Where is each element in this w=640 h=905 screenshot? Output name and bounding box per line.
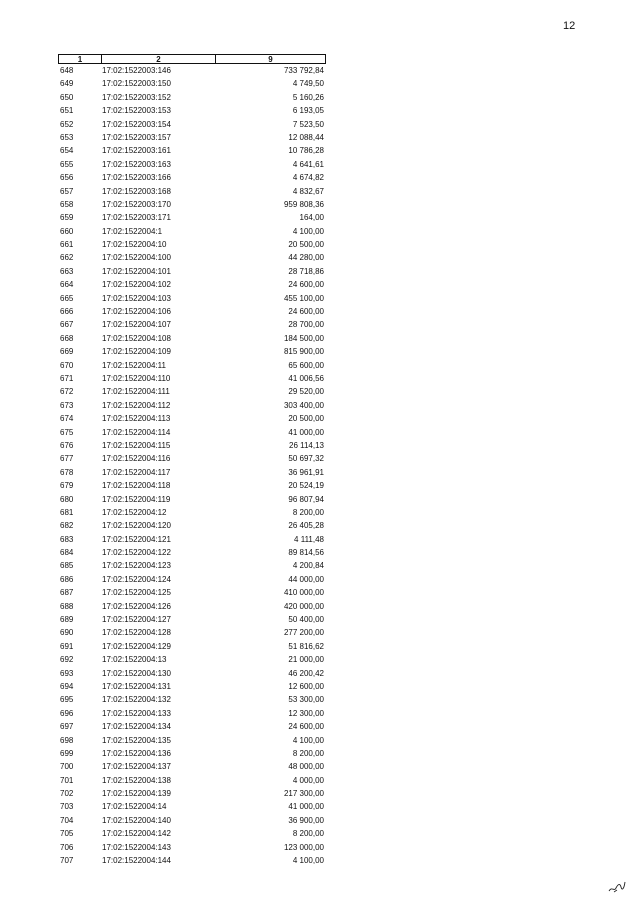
amount: 21 000,00 [288, 655, 324, 665]
row-number: 707 [60, 856, 74, 866]
amount: 4 100,00 [292, 226, 324, 236]
table-row [58, 265, 326, 278]
amount: 48 000,00 [288, 762, 324, 772]
row-number: 664 [60, 280, 74, 290]
amount: 96 807,94 [288, 494, 324, 504]
row-number: 696 [60, 708, 74, 718]
row-number: 654 [60, 146, 74, 156]
amount: 28 718,86 [288, 266, 324, 276]
row-number: 688 [60, 601, 74, 611]
table-row [58, 399, 326, 412]
row-number: 672 [60, 387, 74, 397]
row-number: 704 [60, 815, 74, 825]
row-number: 697 [60, 722, 74, 732]
cadastral-number: 17:02:1522003:154 [102, 119, 171, 129]
table-row [58, 292, 326, 305]
table-row [58, 800, 326, 813]
cadastral-number: 17:02:1522004:140 [102, 815, 171, 825]
amount: 12 088,44 [288, 132, 324, 142]
table-row [58, 77, 326, 90]
cadastral-number: 17:02:1522004:118 [102, 481, 171, 491]
amount: 26 114,13 [289, 440, 324, 450]
table-row [58, 144, 326, 157]
cadastral-number: 17:02:1522004:110 [102, 373, 171, 383]
amount: 4 832,67 [292, 186, 324, 196]
amount: 24 600,00 [288, 280, 324, 290]
row-number: 666 [60, 307, 74, 317]
table-row [58, 613, 326, 626]
amount: 36 961,91 [288, 467, 324, 477]
table-row [58, 519, 326, 532]
row-number: 691 [60, 641, 74, 651]
amount: 24 600,00 [288, 307, 324, 317]
row-number: 650 [60, 92, 74, 102]
cadastral-number: 17:02:1522004:126 [102, 601, 171, 611]
amount: 410 000,00 [283, 588, 324, 598]
row-number: 661 [60, 240, 74, 250]
table-row [58, 385, 326, 398]
amount: 41 000,00 [288, 802, 324, 812]
amount: 41 000,00 [288, 427, 324, 437]
row-number: 683 [60, 534, 74, 544]
table-row [58, 211, 326, 224]
table-row [58, 734, 326, 747]
table-row [58, 774, 326, 787]
cadastral-number: 17:02:1522003:153 [102, 106, 171, 116]
table-row [58, 653, 326, 666]
table-header [58, 54, 326, 64]
row-number: 680 [60, 494, 74, 504]
amount: 89 814,56 [288, 548, 324, 558]
cadastral-number: 17:02:1522004:103 [102, 293, 171, 303]
amount: 24 600,00 [288, 722, 324, 732]
row-number: 678 [60, 467, 74, 477]
table-row [58, 251, 326, 264]
table-row [58, 479, 326, 492]
row-number: 677 [60, 454, 74, 464]
table-row [58, 426, 326, 439]
row-number: 669 [60, 347, 74, 357]
row-number: 689 [60, 615, 74, 625]
cadastral-number: 17:02:1522003:150 [102, 79, 171, 89]
cadastral-number: 17:02:1522003:170 [102, 199, 171, 209]
amount: 44 000,00 [288, 574, 324, 584]
row-number: 665 [60, 293, 74, 303]
cadastral-number: 17:02:1522004:102 [102, 280, 171, 290]
row-number: 703 [60, 802, 74, 812]
table-row [58, 506, 326, 519]
amount: 303 400,00 [283, 400, 324, 410]
cadastral-number: 17:02:1522004:131 [102, 681, 171, 691]
row-number: 676 [60, 440, 74, 450]
amount: 53 300,00 [288, 695, 324, 705]
cadastral-number: 17:02:1522003:163 [102, 159, 171, 169]
table-row [58, 680, 326, 693]
row-number: 701 [60, 775, 74, 785]
amount: 20 524,19 [288, 481, 324, 491]
row-number: 705 [60, 829, 74, 839]
amount: 420 000,00 [283, 601, 324, 611]
table-row [58, 546, 326, 559]
row-number: 652 [60, 119, 74, 129]
amount: 4 749,50 [292, 79, 324, 89]
cadastral-number: 17:02:1522004:12 [102, 507, 167, 517]
amount: 733 792,84 [283, 66, 324, 75]
table-row [58, 452, 326, 465]
row-number: 686 [60, 574, 74, 584]
table-row [58, 747, 326, 760]
cadastral-number: 17:02:1522003:171 [102, 213, 171, 223]
row-number: 656 [60, 173, 74, 183]
amount: 46 200,42 [288, 668, 324, 678]
amount: 4 674,82 [292, 173, 324, 183]
row-number: 702 [60, 789, 74, 799]
cadastral-number: 17:02:1522004:119 [102, 494, 171, 504]
header-col-2: 2 [102, 55, 216, 63]
row-number: 651 [60, 106, 74, 116]
row-number: 649 [60, 79, 74, 89]
amount: 8 200,00 [292, 507, 324, 517]
amount: 6 193,05 [292, 106, 324, 116]
cadastral-number: 17:02:1522004:144 [102, 856, 171, 866]
cadastral-number: 17:02:1522004:113 [102, 414, 171, 424]
cadastral-number: 17:02:1522004:117 [102, 467, 171, 477]
table-row [58, 118, 326, 131]
cadastral-number: 17:02:1522004:14 [102, 802, 167, 812]
row-number: 667 [60, 320, 74, 330]
cadastral-number: 17:02:1522004:137 [102, 762, 171, 772]
table-row [58, 332, 326, 345]
amount: 4 200,84 [292, 561, 324, 571]
table-row [58, 104, 326, 117]
cadastral-number: 17:02:1522003:166 [102, 173, 171, 183]
amount: 7 523,50 [292, 119, 324, 129]
table-row [58, 64, 326, 77]
cadastral-number: 17:02:1522004:121 [102, 534, 171, 544]
table-row [58, 412, 326, 425]
cadastral-number: 17:02:1522004:11 [102, 360, 166, 370]
row-number: 668 [60, 333, 74, 343]
row-number: 698 [60, 735, 74, 745]
amount: 12 300,00 [288, 708, 324, 718]
amount: 123 000,00 [283, 842, 324, 852]
row-number: 662 [60, 253, 74, 263]
cadastral-number: 17:02:1522004:107 [102, 320, 171, 330]
amount: 29 520,00 [288, 387, 324, 397]
cadastral-number: 17:02:1522003:152 [102, 92, 171, 102]
table-row [58, 466, 326, 479]
table-row [58, 372, 326, 385]
amount: 41 006,56 [288, 373, 324, 383]
amount: 4 100,00 [292, 735, 324, 745]
row-number: 675 [60, 427, 74, 437]
amount: 50 400,00 [288, 615, 324, 625]
cadastral-number: 17:02:1522004:108 [102, 333, 171, 343]
cadastral-number: 17:02:1522003:157 [102, 132, 171, 142]
table-row [58, 827, 326, 840]
table-row [58, 359, 326, 372]
amount: 4 100,00 [292, 856, 324, 866]
page-number: 12 [563, 20, 576, 32]
table-row [58, 586, 326, 599]
row-number: 671 [60, 373, 74, 383]
handwritten-signature [608, 880, 626, 894]
row-number: 663 [60, 266, 74, 276]
cadastral-number: 17:02:1522004:128 [102, 628, 171, 638]
cadastral-number: 17:02:1522004:109 [102, 347, 171, 357]
row-number: 681 [60, 507, 74, 517]
amount: 8 200,00 [292, 748, 324, 758]
amount: 277 200,00 [283, 628, 324, 638]
cadastral-number: 17:02:1522004:100 [102, 253, 171, 263]
table-row [58, 600, 326, 613]
amount: 5 160,26 [292, 92, 324, 102]
cadastral-table [58, 54, 326, 867]
header-col-1: 1 [59, 55, 102, 63]
row-number: 687 [60, 588, 74, 598]
row-number: 682 [60, 521, 74, 531]
table-row [58, 693, 326, 706]
table-row [58, 158, 326, 171]
table-row [58, 841, 326, 854]
amount: 28 700,00 [288, 320, 324, 330]
row-number: 693 [60, 668, 74, 678]
amount: 44 280,00 [288, 253, 324, 263]
table-row [58, 760, 326, 773]
cadastral-number: 17:02:1522004:123 [102, 561, 171, 571]
row-number: 699 [60, 748, 74, 758]
cadastral-number: 17:02:1522004:124 [102, 574, 171, 584]
amount: 10 786,28 [288, 146, 324, 156]
table-row [58, 278, 326, 291]
table-row [58, 533, 326, 546]
row-number: 660 [60, 226, 74, 236]
header-col-9: 9 [268, 55, 273, 64]
row-number: 692 [60, 655, 74, 665]
cadastral-number: 17:02:1522004:116 [102, 454, 171, 464]
cadastral-number: 17:02:1522004:143 [102, 842, 171, 852]
table-row [58, 667, 326, 680]
cadastral-number: 17:02:1522004:136 [102, 748, 171, 758]
amount: 36 900,00 [288, 815, 324, 825]
row-number: 694 [60, 681, 74, 691]
table-row [58, 238, 326, 251]
row-number: 674 [60, 414, 74, 424]
cadastral-number: 17:02:1522004:115 [102, 440, 171, 450]
cadastral-number: 17:02:1522004:132 [102, 695, 171, 705]
table-row [58, 640, 326, 653]
amount: 217 300,00 [283, 789, 324, 799]
table-row [58, 573, 326, 586]
row-number: 653 [60, 132, 74, 142]
table-row [58, 225, 326, 238]
row-number: 658 [60, 199, 74, 209]
cadastral-number: 17:02:1522004:135 [102, 735, 171, 745]
cadastral-number: 17:02:1522004:112 [102, 400, 171, 410]
cadastral-number: 17:02:1522004:134 [102, 722, 171, 732]
cadastral-number: 17:02:1522004:138 [102, 775, 171, 785]
table-row [58, 854, 326, 867]
row-number: 679 [60, 481, 74, 491]
amount: 26 405,28 [288, 521, 324, 531]
table-row [58, 185, 326, 198]
row-number: 670 [60, 360, 74, 370]
table-row [58, 198, 326, 211]
cadastral-number: 17:02:1522004:130 [102, 668, 171, 678]
row-number: 684 [60, 548, 74, 558]
cadastral-number: 17:02:1522004:122 [102, 548, 171, 558]
row-number: 706 [60, 842, 74, 852]
cadastral-number: 17:02:1522004:120 [102, 521, 171, 531]
amount: 815 900,00 [283, 347, 324, 357]
cadastral-number: 17:02:1522004:1 [102, 226, 163, 236]
row-number: 673 [60, 400, 74, 410]
amount: 184 500,00 [283, 333, 324, 343]
table-row [58, 626, 326, 639]
row-number: 657 [60, 186, 74, 196]
row-number: 655 [60, 159, 74, 169]
table-row [58, 720, 326, 733]
row-number: 648 [60, 66, 74, 75]
cadastral-number: 17:02:1522004:106 [102, 307, 171, 317]
amount: 455 100,00 [283, 293, 324, 303]
cadastral-number: 17:02:1522004:129 [102, 641, 171, 651]
row-number: 700 [60, 762, 74, 772]
cadastral-number: 17:02:1522003:161 [102, 146, 171, 156]
table-body [58, 64, 326, 867]
cadastral-number: 17:02:1522004:10 [102, 240, 167, 250]
row-number: 659 [60, 213, 74, 223]
amount: 51 816,62 [288, 641, 324, 651]
table-row [58, 91, 326, 104]
cadastral-number: 17:02:1522004:114 [102, 427, 171, 437]
amount: 4 111,48 [294, 534, 324, 544]
cadastral-number: 17:02:1522004:139 [102, 789, 171, 799]
table-row [58, 707, 326, 720]
table-row [58, 439, 326, 452]
table-row [58, 493, 326, 506]
cadastral-number: 17:02:1522003:168 [102, 186, 171, 196]
amount: 4 000,00 [292, 775, 324, 785]
cadastral-number: 17:02:1522004:127 [102, 615, 171, 625]
cadastral-number: 17:02:1522004:142 [102, 829, 171, 839]
cadastral-number: 17:02:1522003:146 [102, 66, 171, 75]
cadastral-number: 17:02:1522004:111 [102, 387, 170, 397]
amount: 959 808,36 [283, 199, 324, 209]
amount: 12 600,00 [288, 681, 324, 691]
amount: 4 641,61 [292, 159, 324, 169]
table-row [58, 318, 326, 331]
cadastral-number: 17:02:1522004:101 [102, 266, 171, 276]
table-row [58, 559, 326, 572]
amount: 65 600,00 [288, 360, 324, 370]
table-row [58, 814, 326, 827]
amount: 8 200,00 [292, 829, 324, 839]
table-row [58, 345, 326, 358]
amount: 50 697,32 [288, 454, 324, 464]
table-row [58, 787, 326, 800]
table-row [58, 131, 326, 144]
row-number: 695 [60, 695, 74, 705]
cadastral-number: 17:02:1522004:13 [102, 655, 167, 665]
table-row [58, 171, 326, 184]
cadastral-number: 17:02:1522004:133 [102, 708, 171, 718]
cadastral-number: 17:02:1522004:125 [102, 588, 171, 598]
table-row [58, 305, 326, 318]
amount: 20 500,00 [288, 240, 324, 250]
amount: 164,00 [299, 213, 324, 223]
row-number: 690 [60, 628, 74, 638]
row-number: 685 [60, 561, 74, 571]
amount: 20 500,00 [288, 414, 324, 424]
